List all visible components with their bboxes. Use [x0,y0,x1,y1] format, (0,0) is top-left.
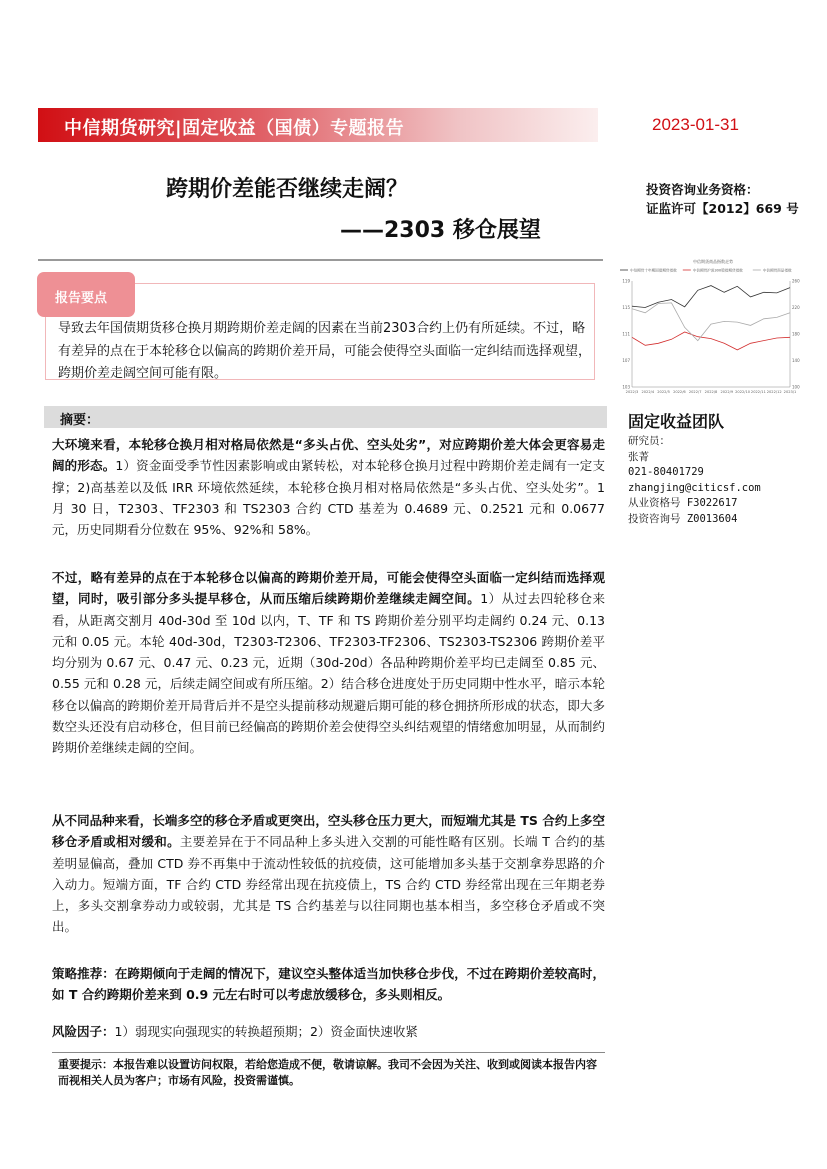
x-tick-label: 2022/10 [735,390,751,394]
abstract-label: 摘要： [60,413,100,428]
p2-lead: 不过，略有差异的点在于本轮移仓以偏高的跨期价差开局，可能会使得空头面临一定纠结而选择观望，同时，吸引部分多头提早移仓，从而压缩后续跨期价差继续走阔空间。 [52,570,605,607]
qualification-license: 证监许可【2012】669 号 [646,201,799,216]
index-chart [618,257,808,405]
abstract-header [44,406,607,428]
report-title: 跨期价差能否继续走阔？ [166,177,409,202]
x-tick-label: 2022/5 [657,390,670,394]
p1-lead: 大环境来看，本轮移仓换月相对格局依然是“多头占优、空头处劣”，对应跨期价差大体会更容易走阔的形态。 [52,437,605,474]
chart-legend [620,267,792,272]
left-tick-label: 111 [622,331,630,337]
analyst-license: 从业资格号 F3022617 [628,497,738,510]
analyst-name: 张菁 [628,450,649,463]
qualification [646,180,799,218]
chart-axes [622,279,800,395]
left-tick-label: 119 [622,278,630,284]
important-notice: 重要提示：本报告难以设置访问权限，若给您造成不便，敬请谅解。我司不会因为关注、收到或阅读本报告内容而视相关人员为客户；市场有风险，投资需谨慎。 [58,1058,597,1087]
qualification-label: 投资咨询业务资格： [646,182,759,197]
banner-title: 中信期货研究|固定收益（国债）专题报告 [64,118,405,139]
report-banner [38,108,598,142]
analyst-role: 研究员： [628,435,670,447]
series-line [632,286,790,308]
abstract-paragraph-3 [52,810,605,938]
series-line [632,332,790,350]
risk-paragraph [52,1021,605,1042]
chart-title: 中信期货商品指数走势 [693,259,733,264]
team-name: 固定收益团队 [628,412,725,431]
x-tick-label: 2022/11 [750,390,766,394]
left-tick-label: 107 [622,358,630,363]
strategy-text: 策略推荐：在跨期倾向于走阔的情况下，建议空头整体适当加快移仓步伐，不过在跨期价差较高时，如 T 合约跨期价差来到 0.9 元左右时可以考虑放缓移仓，多头则相反。 [52,966,605,1003]
notice-divider [52,1052,605,1053]
report-date: 2023-01-31 [652,115,739,134]
title-divider [38,259,603,261]
risk-label: 风险因子： [52,1024,115,1039]
p3-body: 主要差异在于不同品种上多头进入交割的可能性略有区别。长端 T 合约的基差明显偏高，叠加 CTD 券不再集中于流动性较低的抗疫债，这可能增加多头基于交割拿券思路的介入动力。短端方面，TF 合约 CTD 券经常出现在抗疫债上，TS 合约 CTD 券经常出现在三年期老券上，多头交割拿券动力或较弱，尤其是 TS 合约基差与以往同期也基本相当，多空移仓矛盾或不突出。 [52,834,605,935]
p1-body: 1）资金面受季节性因素影响或由紧转松，对本轮移仓换月过程中跨期价差走阔有一定支撑；2)高基差以及低 IRR 环境依然延续，本轮移仓换月相对格局依然是“多头占优、空头处劣”。1 月 30 日，T2303、TF2303 和 TS2303 合约 CTD 基差为 0.4689 元、0.2521 元和 0.0677 元，历史同期看分位数在 95%、92%和 58%。 [52,458,605,538]
right-tick-label: 140 [792,358,800,363]
right-tick-label: 180 [792,331,800,337]
analyst-consult-license: 投资咨询号 Z0013604 [628,512,738,525]
abstract-paragraph-2 [52,567,605,759]
legend-label: 中信期货十年期国债期货指数 [630,268,677,273]
strategy-paragraph [52,963,605,1006]
x-tick-label: 2022/6 [673,390,686,394]
chart-series [632,286,790,350]
legend-label: 中信期货沪深300股指期货指数 [692,268,743,273]
analyst-contact [628,434,761,528]
right-tick-label: 100 [792,384,800,390]
analyst-phone: 021-80401729 [628,466,704,479]
x-tick-label: 2022/8 [704,390,718,394]
series-line [632,303,790,341]
x-tick-label: 2022/12 [766,390,782,394]
p2-body: 1）从过去四轮移仓来看，从距离交割月 40d-30d 至 10d 以内，T、TF 和 TS 跨期价差分别平均走阔约 0.24 元、0.13 元和 0.05 元。本轮 40d-30d，T2303-T2306、TF2303-TF2306、TS2303-TS2306 跨期价差平均分别为 0.67 元、0.47 元、0.23 元，近期（30d-20d）各品种跨期价差平均已走阔至 0.85 元、0.55 元和 0.28 元，后续走阔空间或有所压缩。2）结合移仓进度处于历史同期中性水平，暗示本轮移仓以偏高的跨期价差开局背后并不是空头提前移动规避后期可能的移仓拥挤所形成的状态，即大多数空头还没有启动移仓，但目前已经偏高的跨期价差会使得空头纠结观望的情绪愈加明显，从而制约跨期价差继续走阔的空间。 [52,591,605,756]
abstract-paragraph-1 [52,434,605,540]
p3-lead: 从不同品种来看，长端多空的移仓矛盾或更突出，空头移仓压力更大，而短端尤其是 TS 合约上多空移仓矛盾或相对缓和。 [52,813,605,850]
x-tick-label: 2022/9 [720,390,734,394]
key-points-tab [37,272,135,317]
left-tick-label: 103 [622,384,630,390]
legend-label: 中信期货商品指数 [762,268,792,273]
report-subtitle: ——2303 移仓展望 [340,218,541,243]
x-tick-label: 2023/1 [783,390,797,394]
left-tick-label: 115 [622,305,630,310]
right-tick-label: 220 [792,305,800,310]
risk-text: 1）弱现实向强现实的转换超预期；2）资金面快速收紧 [114,1024,418,1039]
key-points-text: 导致去年国债期货移仓换月期跨期价差走阔的因素在当前2303合约上仍有所延续。不过，略有差异的点在于本轮移仓以偏高的跨期价差开局，可能会使得空头面临一定纠结而选择观望，跨期价差走阔空间可能有限。 [58,321,592,381]
x-tick-label: 2022/7 [688,390,702,394]
analyst-email[interactable]: zhangjing@citicsf.com [628,481,761,494]
x-tick-label: 2022/3 [625,390,639,394]
key-points-label: 报告要点 [55,291,108,306]
right-tick-label: 260 [792,278,800,284]
x-tick-label: 2022/4 [641,390,655,394]
